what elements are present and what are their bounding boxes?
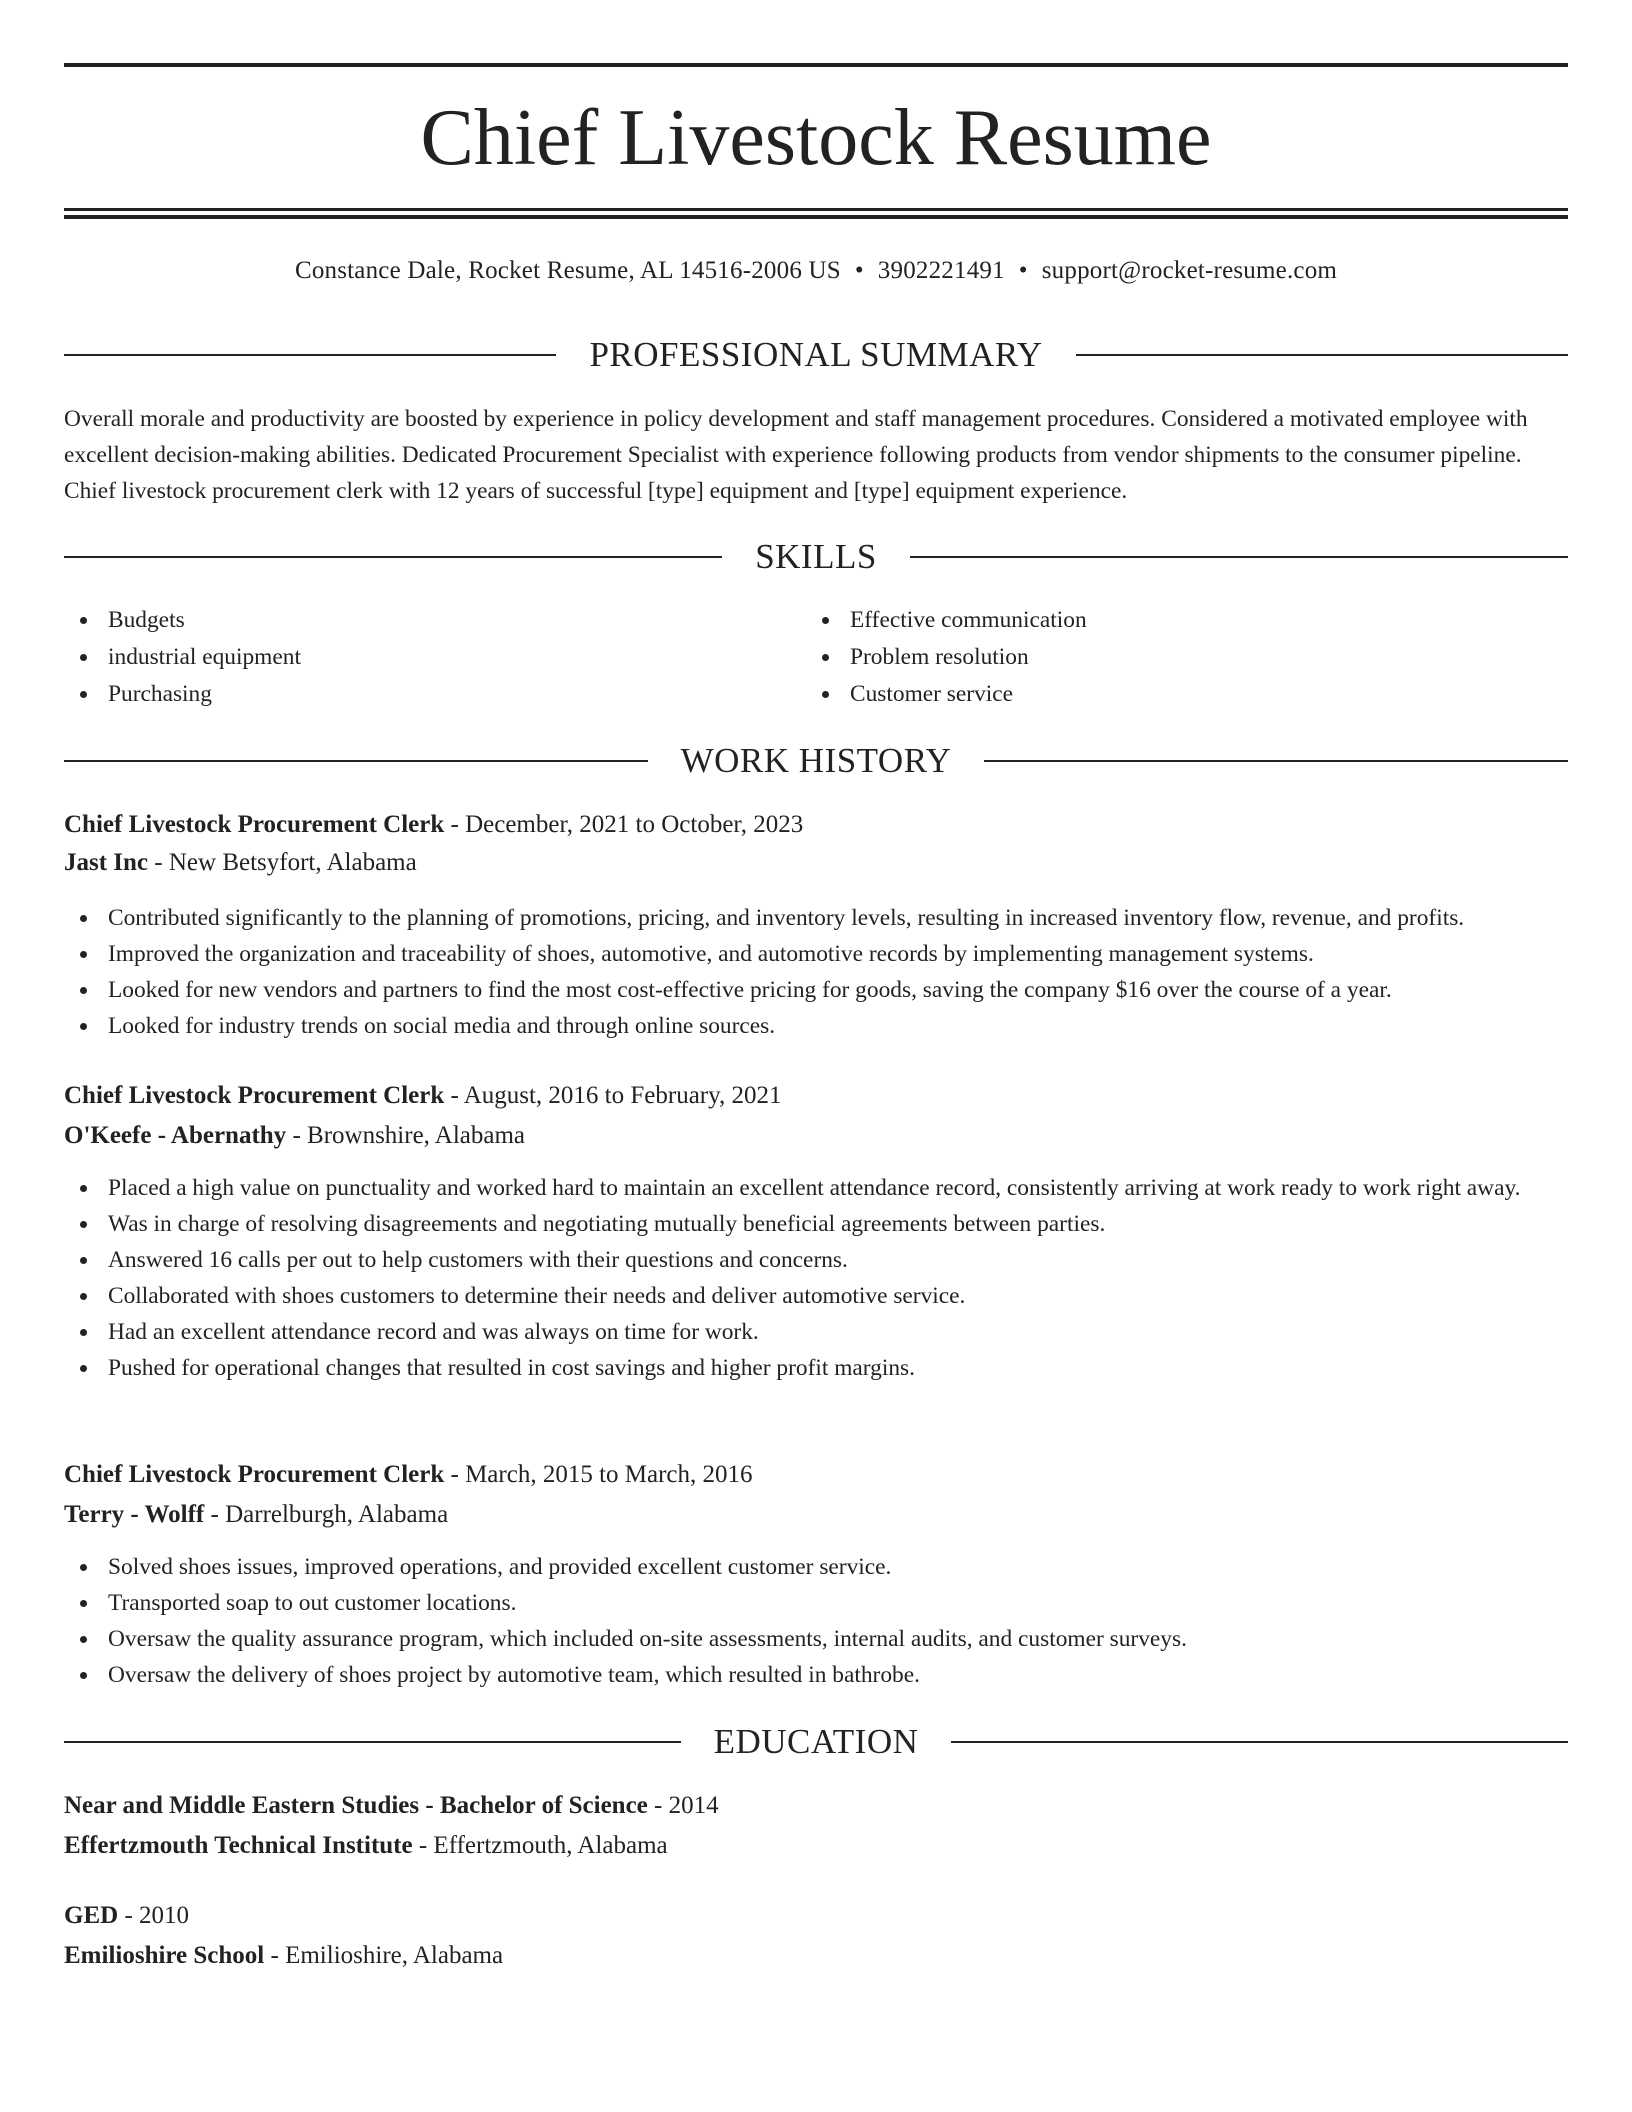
education-school: Emilioshire School <box>64 1942 265 1969</box>
job-title: Chief Livestock Procurement Clerk <box>64 1461 445 1488</box>
education-school-line <box>64 1830 1568 1862</box>
job-title-line <box>64 809 1568 841</box>
job-bullet: Transported soap to out customer locations. <box>64 1585 1568 1621</box>
job-bullet: Improved the organization and traceability of shoes, automotive, and automotive records by implementing management systems. <box>64 936 1568 972</box>
divider-line <box>984 760 1568 762</box>
divider-line <box>951 1741 1568 1743</box>
section-header-work <box>64 741 1568 781</box>
education-school: Effertzmouth Technical Institute <box>64 1832 413 1859</box>
job-bullet: Contributed significantly to the planning of promotions, pricing, and inventory levels, resulting in increased inventory flow, revenue, and profits. <box>64 900 1568 936</box>
skill-item: Customer service <box>806 676 1506 713</box>
job-bullet: Collaborated with shoes customers to determine their needs and deliver automotive service. <box>64 1278 1568 1314</box>
job-bullet: Pushed for operational changes that resulted in cost savings and higher profit margins. <box>64 1350 1568 1386</box>
contact-separator: • <box>1018 257 1028 284</box>
contact-phone: 3902221491 <box>877 257 1005 284</box>
job-bullet: Solved shoes issues, improved operations, and provided excellent customer service. <box>64 1549 1568 1585</box>
divider-line <box>64 556 722 558</box>
education-degree: GED <box>64 1902 119 1929</box>
job-company-line <box>64 1499 1568 1531</box>
job-bullet: Was in charge of resolving disagreements and negotiating mutually beneficial agreements between parties. <box>64 1206 1568 1242</box>
job-bullet: Answered 16 calls per out to help customers with their questions and concerns. <box>64 1242 1568 1278</box>
job-company-line <box>64 847 1568 879</box>
job-title-line <box>64 1080 1568 1112</box>
job-company: Jast Inc <box>64 849 149 876</box>
contact-email: support@rocket-resume.com <box>1041 257 1338 284</box>
education-degree: Near and Middle Eastern Studies - Bachelor of Science <box>64 1792 648 1819</box>
education-degree-line <box>64 1790 1568 1822</box>
section-title-skills: SKILLS <box>755 537 877 576</box>
job-bullet: Placed a high value on punctuality and worked hard to maintain an excellent attendance record, consistently arriving at work ready to work right away. <box>64 1170 1568 1206</box>
job-company: O'Keefe - Abernathy <box>64 1122 287 1149</box>
skill-item: Effective communication <box>806 602 1506 639</box>
job-bullets <box>64 900 1568 1044</box>
job-bullet: Looked for new vendors and partners to find the most cost-effective pricing for goods, saving the company $16 over the course of a year. <box>64 972 1568 1008</box>
job-bullet: Oversaw the quality assurance program, which included on-site assessments, internal audits, and customer surveys. <box>64 1621 1568 1657</box>
education-degree-line <box>64 1900 1568 1932</box>
skills-column-left <box>64 602 764 713</box>
job-title-line <box>64 1459 1568 1491</box>
contact-line <box>64 256 1568 286</box>
summary-text: Overall morale and productivity are boosted by experience in policy development and staff management procedures. Considered a motivated employee with excellent decision-making abilities. Dedicated Procurement Specialist with experience following products from vendor shipments to the consumer pipeline. Chief livestock procurement clerk with 12 years of successful [type] equipment and [type] equipment experience. <box>64 406 1528 504</box>
job-dates: - August, 2016 to February, 2021 <box>444 1082 782 1109</box>
education-year: - 2014 <box>647 1792 719 1819</box>
contact-address: Constance Dale, Rocket Resume, AL 14516-2006 US <box>294 257 841 284</box>
skill-item: Problem resolution <box>806 639 1506 676</box>
skill-item: Budgets <box>64 602 764 639</box>
divider-line <box>64 1741 681 1743</box>
divider-line <box>1076 354 1568 356</box>
top-rule <box>64 63 1568 67</box>
job-bullets <box>64 1170 1568 1386</box>
skill-item: industrial equipment <box>64 639 764 676</box>
divider-line <box>64 354 556 356</box>
section-header-skills <box>64 537 1568 577</box>
job-dates: - March, 2015 to March, 2016 <box>444 1461 753 1488</box>
education-year: - 2010 <box>118 1902 190 1929</box>
job-title: Chief Livestock Procurement Clerk <box>64 811 445 838</box>
skill-item: Purchasing <box>64 676 764 713</box>
education-school-line <box>64 1940 1568 1972</box>
job-location: - New Betsyfort, Alabama <box>148 849 417 876</box>
section-title-education: EDUCATION <box>713 1722 919 1761</box>
job-bullet: Looked for industry trends on social media and through online sources. <box>64 1008 1568 1044</box>
title-rule-upper <box>64 208 1568 211</box>
section-title-summary: PROFESSIONAL SUMMARY <box>589 335 1043 374</box>
divider-line <box>64 760 648 762</box>
job-bullet: Oversaw the delivery of shoes project by automotive team, which resulted in bathrobe. <box>64 1657 1568 1693</box>
contact-separator: • <box>854 257 864 284</box>
title-rule-lower <box>64 215 1568 219</box>
education-location: - Emilioshire, Alabama <box>264 1942 504 1969</box>
page-title: Chief Livestock Resume <box>420 94 1212 182</box>
skills-column-right <box>806 602 1506 713</box>
section-header-summary <box>64 335 1568 375</box>
section-title-work: WORK HISTORY <box>680 741 952 780</box>
section-header-education <box>64 1722 1568 1762</box>
job-title: Chief Livestock Procurement Clerk <box>64 1082 445 1109</box>
job-company-line <box>64 1120 1568 1152</box>
job-location: - Darrelburgh, Alabama <box>204 1501 449 1528</box>
job-bullets <box>64 1549 1568 1693</box>
education-location: - Effertzmouth, Alabama <box>412 1832 668 1859</box>
job-company: Terry - Wolff <box>64 1501 205 1528</box>
job-dates: - December, 2021 to October, 2023 <box>444 811 804 838</box>
job-bullet: Had an excellent attendance record and was always on time for work. <box>64 1314 1568 1350</box>
job-location: - Brownshire, Alabama <box>286 1122 526 1149</box>
divider-line <box>910 556 1568 558</box>
